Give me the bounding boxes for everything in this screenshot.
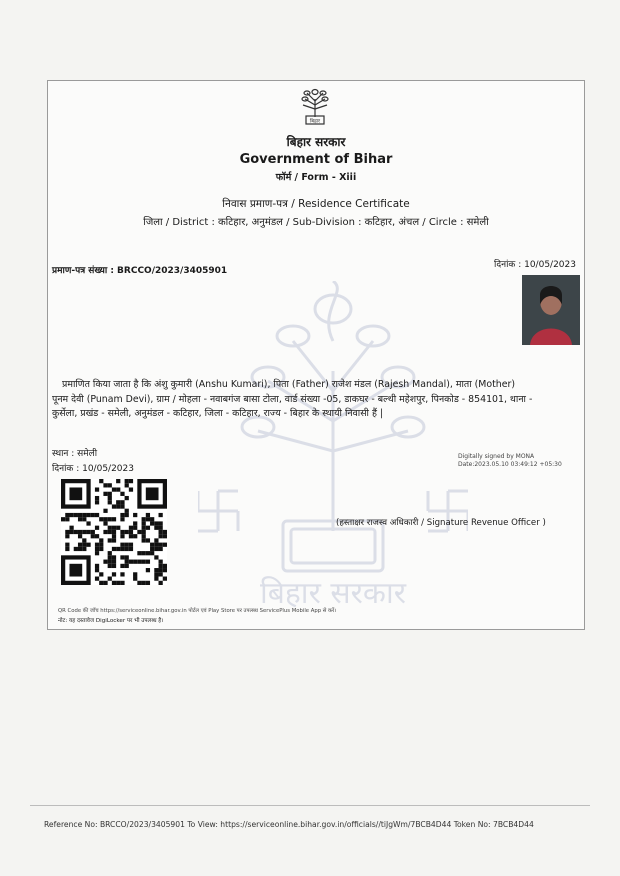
certificate-number: प्रमाण-पत्र संख्या : BRCCO/2023/3405901 xyxy=(52,266,228,276)
issue-date: दिनांक : 10/05/2023 xyxy=(52,464,134,474)
body-line-2: पूनम देवी (Punam Devi), ग्राम / मोहला - नवाबगंज बासा टोला, वार्ड संख्या -05, डाकघर - बल्थी महेशपुर, पिनकोड - 854101, थाना - xyxy=(52,393,533,405)
signature-officer: (हस्ताक्षर राजस्व अधिकारी / Signature Revenue Officer ) xyxy=(336,518,546,528)
swastika-icon xyxy=(198,491,238,531)
body-line-1: प्रमाणित किया जाता है कि अंशु कुमारी (Anshu Kumari), पिता (Father) राजेश मंडल (Rajesh Mandal), माता (Mother) xyxy=(62,379,516,390)
certificate-date: दिनांक : 10/05/2023 xyxy=(494,260,576,270)
bodhi-tree-watermark-icon xyxy=(198,281,468,611)
government-hindi-title: बिहार सरकार xyxy=(286,135,346,149)
svg-text:बिहार सरकार: बिहार सरकार xyxy=(259,576,407,611)
jurisdiction-line: जिला / District : कटिहार, अनुमंडल / Sub-Division : कटिहार, अंचल / Circle : समेली xyxy=(143,217,489,228)
digilocker-note: नोट: यह दस्तावेज DigiLocker पर भी उपलब्ध है। xyxy=(58,618,164,624)
body-line-3: कुर्सेला, प्रखंड - समेली, अनुमंडल - कटिहार, जिला - कटिहार, राज्य - बिहार के स्थायी निवासी हैं | xyxy=(52,408,384,420)
svg-text:बिहार: बिहार xyxy=(309,118,321,125)
qr-code-icon[interactable] xyxy=(61,479,167,585)
government-english-title: Government of Bihar xyxy=(239,152,393,167)
certificate-title: निवास प्रमाण-पत्र / Residence Certificate xyxy=(222,198,410,210)
footer-divider xyxy=(30,805,590,806)
certificate-sheet xyxy=(47,80,585,630)
certificate-body xyxy=(52,378,580,422)
place-label: स्थान : समेली xyxy=(52,449,98,459)
reference-footer: Reference No: BRCCO/2023/3405901 To View: https://serviceonline.bihar.gov.in/officials//tiJgWm/7BCB4D44 Token No: 7BCB4D44 xyxy=(44,820,534,829)
applicant-photo xyxy=(522,275,580,345)
digital-signature-name: Digitally signed by MONA xyxy=(458,453,535,460)
digital-signature-date: Date:2023.05.10 03:49:12 +05:30 xyxy=(458,461,562,468)
qr-verification-note: QR Code की जाँच https://serviceonline.bihar.gov.in पोर्टल एवं Play Store पर उपलब्ध ServicePlus Mobile App से करें। xyxy=(58,608,337,614)
form-number: फॉर्म / Form - Xiii xyxy=(275,172,357,183)
bihar-emblem-icon xyxy=(295,87,335,131)
